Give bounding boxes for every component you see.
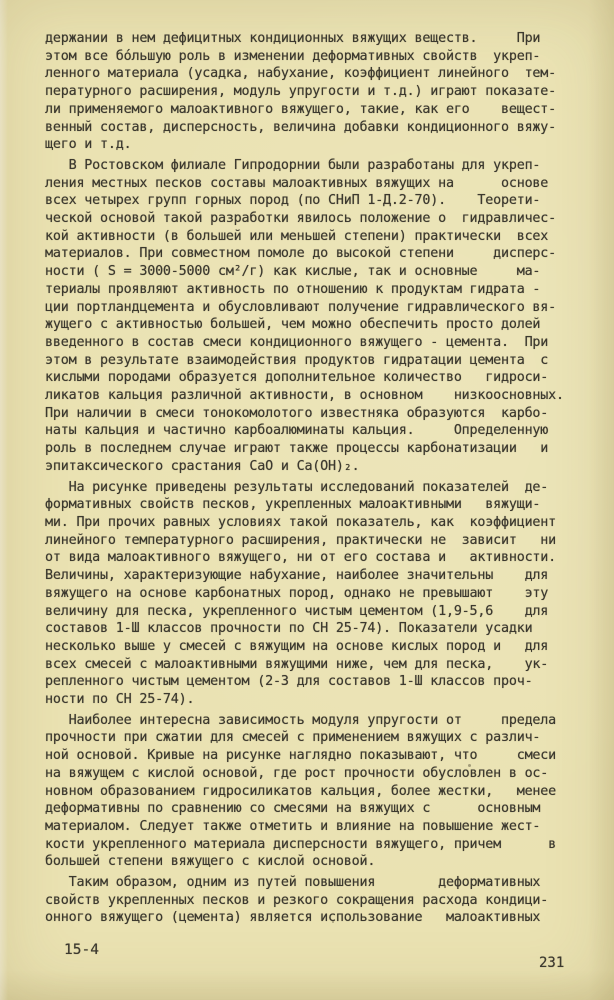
text-line: всех четырех групп горных пород (по СНиП 1-Д.2-70). Теорети-	[45, 193, 541, 209]
paper-speck	[332, 921, 334, 923]
text-line: На рисунке приведены результаты исследований показателей де-	[45, 479, 549, 495]
text-line: несколько выше у смесей с вяжущим на основе кислых пород и для	[45, 638, 549, 654]
text-line: этом в результате взаимодействия продуктов гидратации цемента с	[45, 352, 549, 368]
text-line: формативных свойств песков, укрепленных малоактивными вяжущи-	[45, 497, 541, 513]
text-line: ции портландцемента и обусловливают получение гидравлического вя-	[45, 299, 557, 315]
text-line: этом все бо́льшую роль в изменении деформативных свойств укреп-	[45, 48, 541, 64]
text-line: териалы проявляют активность по отношению к продуктам гидрата -	[45, 281, 541, 297]
text-line: вяжущего на основе карбонатных пород, однако не превышают эту	[45, 585, 549, 601]
text-line: прочности при сжатии для смесей с применением вяжущих с различ-	[45, 730, 541, 746]
text-line: ми. При прочих равных условиях такой показатель, как коэффициент	[45, 514, 557, 530]
page-text	[45, 30, 590, 930]
text-line: ной основой. Кривые на рисунке наглядно показывают, что смеси	[45, 748, 557, 764]
text-line: большей степени вяжущего с кислой основой.	[45, 854, 376, 870]
text-line: ликатов кальция различной активности, в основном низкоосновных.	[45, 388, 564, 404]
paragraph	[45, 30, 590, 154]
text-line: введенного в состав смеси кондиционного вяжущего - цемента. При	[45, 334, 549, 350]
page-number: 231	[539, 955, 565, 971]
text-line: от вида малоактивного вяжущего, ни от его состава и активности.	[45, 550, 557, 566]
text-line: новном образованием гидросиликатов кальция, более жестки, менее	[45, 783, 557, 799]
signature-mark: 15-4	[64, 942, 99, 958]
text-line: наты кальция и частично карбоалюминаты кальция. Определенную	[45, 423, 549, 439]
text-line: Таким образом, одним из путей повышения деформативных	[45, 875, 541, 891]
text-line: всех смесей с малоактивными вяжущими ниже, чем для песка, ук-	[45, 656, 549, 672]
text-line: на вяжущем с кислой основой, где рост прочности обусловлен в ос-	[45, 765, 549, 781]
paragraph	[45, 712, 590, 871]
text-line: ности по СН 25-74).	[45, 692, 195, 708]
text-line: ли применяемого малоактивного вяжущего, такие, как его вещест-	[45, 101, 557, 117]
text-line: Наиболее интересна зависимость модуля упругости от предела	[45, 712, 557, 728]
text-line: линейного температурного расширения, практически не зависит ни	[45, 532, 557, 548]
text-line: кости укрепленного материала дисперсности вяжущего, причем в	[45, 836, 557, 852]
text-line: величину для песка, укрепленного чистым цементом (1,9-5,6 для	[45, 603, 549, 619]
text-line: ности ( S = 3000-5000 см²/г) как кислые, так и основные ма-	[45, 264, 541, 280]
text-line: ленного материала (усадка, набухание, коэффициент линейного тем-	[45, 66, 557, 82]
text-line: жущего с активностью большей, чем можно обеспечить просто долей	[45, 317, 541, 333]
text-line: Величины, характеризующие набухание, наиболее значительны для	[45, 568, 549, 584]
text-line: ческой основой такой разработки явилось положение о гидравличес-	[45, 211, 557, 227]
text-line: репленного чистым цементом (2-3 для составов 1-Ш классов проч-	[45, 674, 533, 690]
paper-speck	[468, 764, 471, 767]
text-line: материалом. Следует также отметить и влияние на повышение жест-	[45, 818, 541, 834]
text-line: ления местных песков составы малоактивных вяжущих на основе	[45, 175, 549, 191]
text-line: держании в нем дефицитных кондиционных вяжущих веществ. При	[45, 31, 541, 46]
text-line: деформативны по сравнению со смесями на вяжущих с основным	[45, 801, 541, 817]
text-line: онного вяжущего (цемента) является использование малоактивных	[45, 910, 541, 926]
paragraph	[45, 157, 590, 476]
text-line: При наличии в смеси тонокомолотого известняка образуются карбо-	[45, 405, 549, 421]
text-line: В Ростовском филиале Гипродорнии были разработаны для укреп-	[45, 157, 541, 173]
text-line: пературного расширения, модуль упругости и т.д.) играют показате-	[45, 84, 557, 100]
text-line: эпитаксического срастания CaO и Ca(OH)₂.	[45, 458, 360, 474]
text-line: щего и т.д.	[45, 137, 132, 153]
text-line: кислыми породами образуется дополнительное количество гидроси-	[45, 370, 549, 386]
paragraph	[45, 874, 590, 927]
text-line: роль в последнем случае играют также процессы карбонатизации и	[45, 441, 549, 457]
text-line: свойств укрепленных песков и резкого сокращения расхода кондици-	[45, 892, 549, 908]
margin-stamp	[0, 851, 6, 895]
text-line: венный состав, дисперсность, величина добавки кондиционного вяжу-	[45, 119, 557, 135]
text-line: кой активности (в большей или меньшей степени) практически всех	[45, 228, 549, 244]
text-line: составов 1-Ш классов прочности по СН 25-74). Показатели усадки	[45, 621, 533, 637]
text-line: материалов. При совместном помоле до высокой степени дисперс-	[45, 246, 557, 262]
paragraph	[45, 479, 590, 709]
